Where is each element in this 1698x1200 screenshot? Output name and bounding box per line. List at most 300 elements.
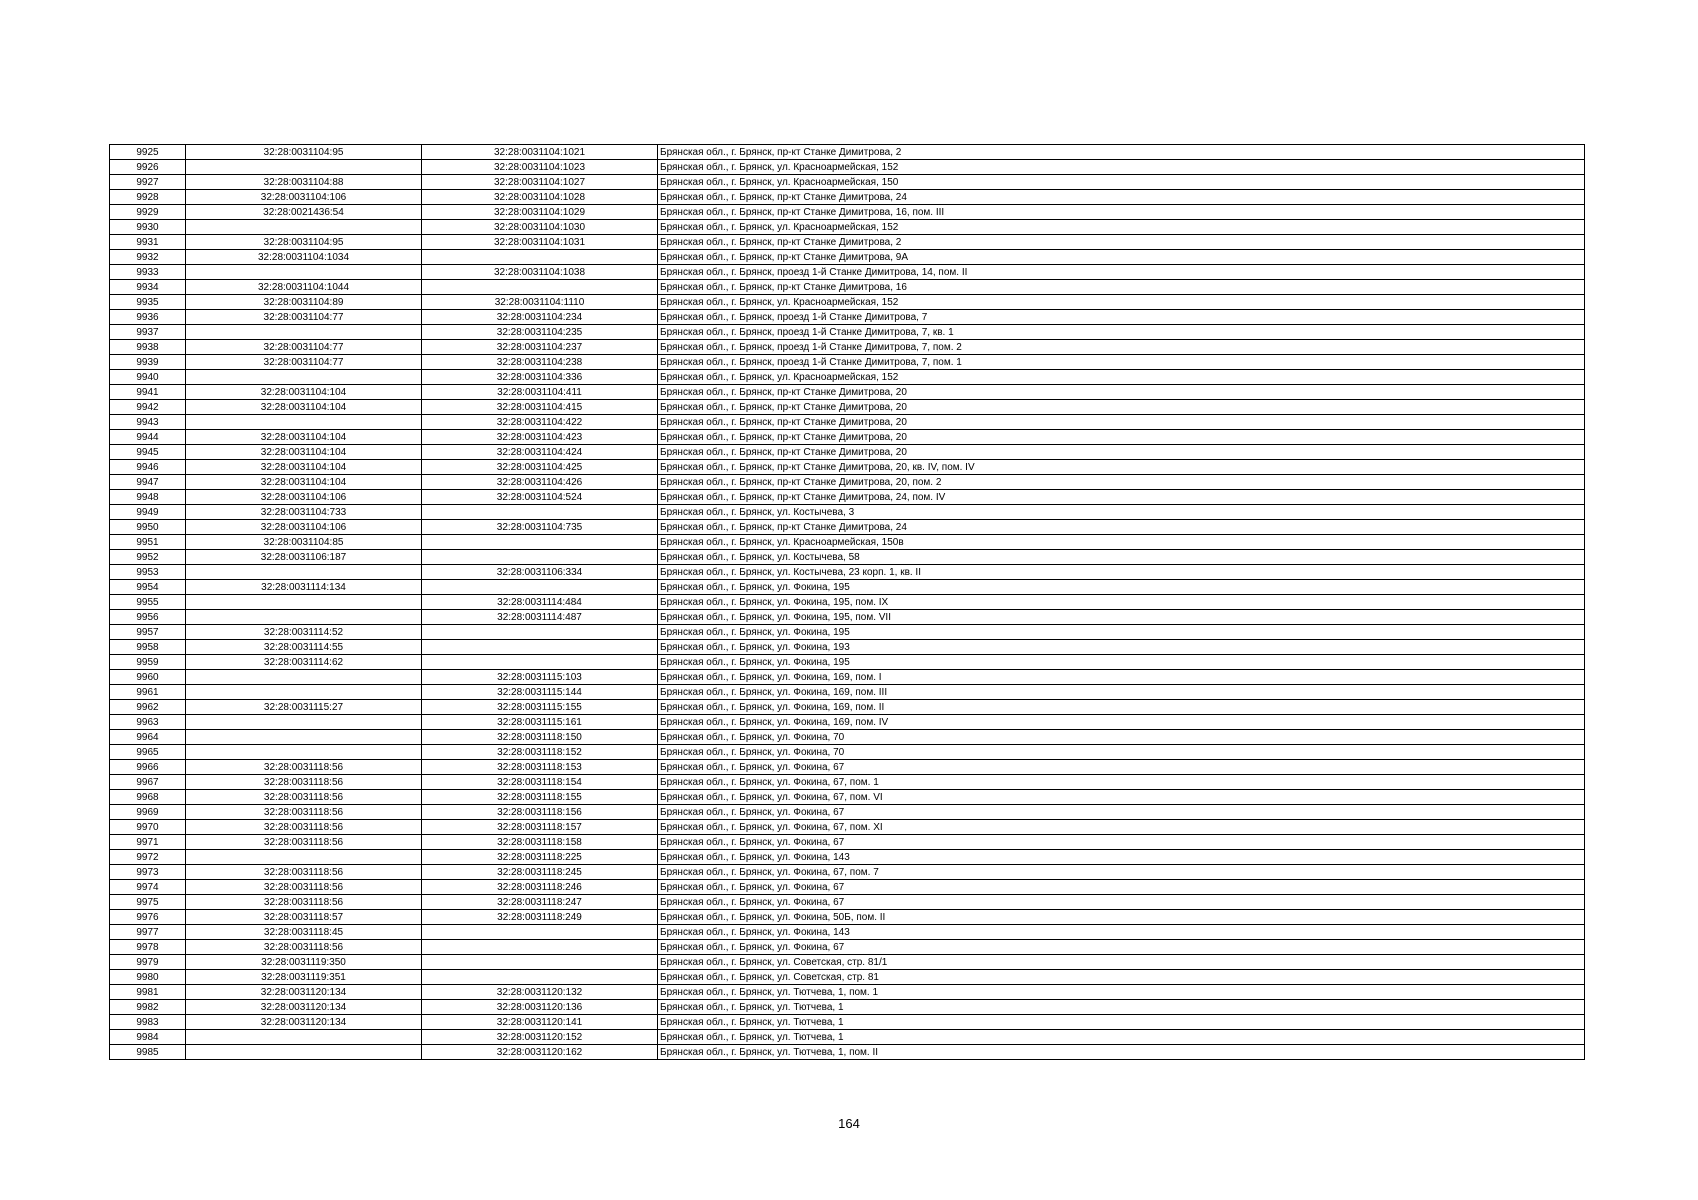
table-row <box>110 775 1585 790</box>
land-cadastral-number-cell <box>186 850 422 865</box>
row-number-cell: 9926 <box>110 160 186 175</box>
land-cadastral-number-cell: 32:28:0031114:134 <box>186 580 422 595</box>
row-number-cell: 9937 <box>110 325 186 340</box>
address-cell: Брянская обл., г. Брянск, пр-кт Станке Димитрова, 20, пом. 2 <box>658 475 1585 490</box>
address-cell: Брянская обл., г. Брянск, ул. Тютчева, 1 <box>658 1015 1585 1030</box>
table-row <box>110 865 1585 880</box>
address-cell: Брянская обл., г. Брянск, ул. Костычева, 58 <box>658 550 1585 565</box>
table-row <box>110 385 1585 400</box>
address-cell: Брянская обл., г. Брянск, ул. Фокина, 67 <box>658 940 1585 955</box>
table-row <box>110 1015 1585 1030</box>
address-cell: Брянская обл., г. Брянск, проезд 1-й Станке Димитрова, 7, пом. 1 <box>658 355 1585 370</box>
land-cadastral-number-cell: 32:28:0031104:95 <box>186 235 422 250</box>
building-cadastral-number-cell: 32:28:0031118:155 <box>422 790 658 805</box>
land-cadastral-number-cell: 32:28:0031119:351 <box>186 970 422 985</box>
building-cadastral-number-cell <box>422 250 658 265</box>
row-number-cell: 9933 <box>110 265 186 280</box>
building-cadastral-number-cell: 32:28:0031104:237 <box>422 340 658 355</box>
address-cell: Брянская обл., г. Брянск, ул. Фокина, 67 <box>658 805 1585 820</box>
building-cadastral-number-cell <box>422 655 658 670</box>
table-row <box>110 880 1585 895</box>
table-row <box>110 640 1585 655</box>
table-row <box>110 610 1585 625</box>
row-number-cell: 9955 <box>110 595 186 610</box>
building-cadastral-number-cell: 32:28:0031118:154 <box>422 775 658 790</box>
row-number-cell: 9977 <box>110 925 186 940</box>
table-row <box>110 475 1585 490</box>
building-cadastral-number-cell: 32:28:0031104:1110 <box>422 295 658 310</box>
table-row <box>110 625 1585 640</box>
address-cell: Брянская обл., г. Брянск, пр-кт Станке Димитрова, 24 <box>658 190 1585 205</box>
building-cadastral-number-cell <box>422 580 658 595</box>
row-number-cell: 9969 <box>110 805 186 820</box>
land-cadastral-number-cell: 32:28:0031104:77 <box>186 355 422 370</box>
row-number-cell: 9956 <box>110 610 186 625</box>
table-row <box>110 535 1585 550</box>
land-cadastral-number-cell: 32:28:0031104:77 <box>186 340 422 355</box>
address-cell: Брянская обл., г. Брянск, ул. Фокина, 67, пом. 7 <box>658 865 1585 880</box>
building-cadastral-number-cell: 32:28:0031118:156 <box>422 805 658 820</box>
building-cadastral-number-cell: 32:28:0031104:1021 <box>422 145 658 160</box>
building-cadastral-number-cell: 32:28:0031114:487 <box>422 610 658 625</box>
building-cadastral-number-cell: 32:28:0031104:238 <box>422 355 658 370</box>
row-number-cell: 9985 <box>110 1045 186 1060</box>
address-cell: Брянская обл., г. Брянск, проезд 1-й Станке Димитрова, 7 <box>658 310 1585 325</box>
table-row <box>110 520 1585 535</box>
table-row <box>110 355 1585 370</box>
land-cadastral-number-cell <box>186 730 422 745</box>
land-cadastral-number-cell: 32:28:0031104:104 <box>186 475 422 490</box>
building-cadastral-number-cell <box>422 940 658 955</box>
building-cadastral-number-cell: 32:28:0031115:161 <box>422 715 658 730</box>
address-cell: Брянская обл., г. Брянск, ул. Фокина, 143 <box>658 925 1585 940</box>
building-cadastral-number-cell: 32:28:0031120:152 <box>422 1030 658 1045</box>
row-number-cell: 9948 <box>110 490 186 505</box>
building-cadastral-number-cell: 32:28:0031104:235 <box>422 325 658 340</box>
building-cadastral-number-cell: 32:28:0031104:423 <box>422 430 658 445</box>
building-cadastral-number-cell: 32:28:0031104:424 <box>422 445 658 460</box>
table-row <box>110 1030 1585 1045</box>
land-cadastral-number-cell: 32:28:0031104:1034 <box>186 250 422 265</box>
land-cadastral-number-cell: 32:28:0031118:56 <box>186 835 422 850</box>
address-cell: Брянская обл., г. Брянск, ул. Фокина, 169, пом. I <box>658 670 1585 685</box>
table-row <box>110 730 1585 745</box>
table-row <box>110 655 1585 670</box>
address-cell: Брянская обл., г. Брянск, ул. Фокина, 169, пом. IV <box>658 715 1585 730</box>
table-row <box>110 940 1585 955</box>
building-cadastral-number-cell: 32:28:0031104:422 <box>422 415 658 430</box>
building-cadastral-number-cell <box>422 550 658 565</box>
land-cadastral-number-cell: 32:28:0031114:52 <box>186 625 422 640</box>
address-cell: Брянская обл., г. Брянск, ул. Красноармейская, 152 <box>658 220 1585 235</box>
land-cadastral-number-cell: 32:28:0031104:88 <box>186 175 422 190</box>
land-cadastral-number-cell: 32:28:0031104:106 <box>186 190 422 205</box>
building-cadastral-number-cell: 32:28:0031120:141 <box>422 1015 658 1030</box>
building-cadastral-number-cell: 32:28:0031120:162 <box>422 1045 658 1060</box>
building-cadastral-number-cell: 32:28:0031104:426 <box>422 475 658 490</box>
land-cadastral-number-cell <box>186 745 422 760</box>
address-cell: Брянская обл., г. Брянск, ул. Фокина, 195 <box>658 655 1585 670</box>
table-row <box>110 265 1585 280</box>
row-number-cell: 9925 <box>110 145 186 160</box>
address-cell: Брянская обл., г. Брянск, пр-кт Станке Димитрова, 20 <box>658 415 1585 430</box>
table-row <box>110 280 1585 295</box>
row-number-cell: 9975 <box>110 895 186 910</box>
land-cadastral-number-cell <box>186 370 422 385</box>
table-row <box>110 670 1585 685</box>
row-number-cell: 9931 <box>110 235 186 250</box>
row-number-cell: 9943 <box>110 415 186 430</box>
building-cadastral-number-cell: 32:28:0031104:735 <box>422 520 658 535</box>
land-cadastral-number-cell <box>186 325 422 340</box>
table-row <box>110 910 1585 925</box>
building-cadastral-number-cell: 32:28:0031115:144 <box>422 685 658 700</box>
table-row <box>110 595 1585 610</box>
address-cell: Брянская обл., г. Брянск, ул. Тютчева, 1 <box>658 1030 1585 1045</box>
data-table <box>109 144 1585 1060</box>
table-row <box>110 850 1585 865</box>
building-cadastral-number-cell: 32:28:0031104:411 <box>422 385 658 400</box>
row-number-cell: 9963 <box>110 715 186 730</box>
table-row <box>110 415 1585 430</box>
table-row <box>110 805 1585 820</box>
address-cell: Брянская обл., г. Брянск, проезд 1-й Станке Димитрова, 7, кв. 1 <box>658 325 1585 340</box>
land-cadastral-number-cell: 32:28:0031104:89 <box>186 295 422 310</box>
row-number-cell: 9935 <box>110 295 186 310</box>
land-cadastral-number-cell: 32:28:0031104:104 <box>186 400 422 415</box>
table-row <box>110 565 1585 580</box>
table-row <box>110 955 1585 970</box>
building-cadastral-number-cell <box>422 505 658 520</box>
table-row <box>110 205 1585 220</box>
row-number-cell: 9947 <box>110 475 186 490</box>
building-cadastral-number-cell: 32:28:0031115:155 <box>422 700 658 715</box>
land-cadastral-number-cell: 32:28:0031104:733 <box>186 505 422 520</box>
address-cell: Брянская обл., г. Брянск, ул. Тютчева, 1 <box>658 1000 1585 1015</box>
row-number-cell: 9981 <box>110 985 186 1000</box>
land-cadastral-number-cell <box>186 595 422 610</box>
building-cadastral-number-cell <box>422 970 658 985</box>
table-row <box>110 310 1585 325</box>
address-cell: Брянская обл., г. Брянск, пр-кт Станке Димитрова, 20 <box>658 385 1585 400</box>
land-cadastral-number-cell <box>186 265 422 280</box>
address-cell: Брянская обл., г. Брянск, ул. Тютчева, 1, пом. 1 <box>658 985 1585 1000</box>
address-cell: Брянская обл., г. Брянск, проезд 1-й Станке Димитрова, 7, пом. 2 <box>658 340 1585 355</box>
land-cadastral-number-cell: 32:28:0031118:57 <box>186 910 422 925</box>
row-number-cell: 9968 <box>110 790 186 805</box>
building-cadastral-number-cell: 32:28:0031104:234 <box>422 310 658 325</box>
building-cadastral-number-cell <box>422 625 658 640</box>
table-row <box>110 760 1585 775</box>
row-number-cell: 9942 <box>110 400 186 415</box>
address-cell: Брянская обл., г. Брянск, пр-кт Станке Димитрова, 24 <box>658 520 1585 535</box>
land-cadastral-number-cell: 32:28:0031120:134 <box>186 1015 422 1030</box>
building-cadastral-number-cell: 32:28:0031118:247 <box>422 895 658 910</box>
row-number-cell: 9930 <box>110 220 186 235</box>
row-number-cell: 9962 <box>110 700 186 715</box>
row-number-cell: 9964 <box>110 730 186 745</box>
address-cell: Брянская обл., г. Брянск, пр-кт Станке Димитрова, 20, кв. IV, пом. IV <box>658 460 1585 475</box>
land-cadastral-number-cell <box>186 670 422 685</box>
table-row <box>110 295 1585 310</box>
table-row <box>110 490 1585 505</box>
address-cell: Брянская обл., г. Брянск, пр-кт Станке Димитрова, 20 <box>658 400 1585 415</box>
land-cadastral-number-cell: 32:28:0031115:27 <box>186 700 422 715</box>
table-row <box>110 985 1585 1000</box>
land-cadastral-number-cell: 32:28:0031120:134 <box>186 985 422 1000</box>
land-cadastral-number-cell: 32:28:0031118:56 <box>186 790 422 805</box>
table-row <box>110 400 1585 415</box>
building-cadastral-number-cell: 32:28:0031104:524 <box>422 490 658 505</box>
building-cadastral-number-cell: 32:28:0031118:152 <box>422 745 658 760</box>
row-number-cell: 9929 <box>110 205 186 220</box>
land-cadastral-number-cell <box>186 1045 422 1060</box>
building-cadastral-number-cell: 32:28:0031118:157 <box>422 820 658 835</box>
address-cell: Брянская обл., г. Брянск, ул. Фокина, 169, пом. III <box>658 685 1585 700</box>
address-cell: Брянская обл., г. Брянск, пр-кт Станке Димитрова, 20 <box>658 430 1585 445</box>
address-cell: Брянская обл., г. Брянск, ул. Красноармейская, 150 <box>658 175 1585 190</box>
row-number-cell: 9958 <box>110 640 186 655</box>
land-cadastral-number-cell: 32:28:0031118:56 <box>186 940 422 955</box>
address-cell: Брянская обл., г. Брянск, ул. Фокина, 67, пом. XI <box>658 820 1585 835</box>
land-cadastral-number-cell: 32:28:0031104:104 <box>186 460 422 475</box>
land-cadastral-number-cell: 32:28:0031104:106 <box>186 520 422 535</box>
land-cadastral-number-cell: 32:28:0031114:62 <box>186 655 422 670</box>
land-cadastral-number-cell: 32:28:0031104:85 <box>186 535 422 550</box>
address-cell: Брянская обл., г. Брянск, ул. Красноармейская, 152 <box>658 370 1585 385</box>
building-cadastral-number-cell <box>422 640 658 655</box>
land-cadastral-number-cell: 32:28:0031104:104 <box>186 445 422 460</box>
table-row <box>110 340 1585 355</box>
land-cadastral-number-cell: 32:28:0031119:350 <box>186 955 422 970</box>
land-cadastral-number-cell: 32:28:0031114:55 <box>186 640 422 655</box>
building-cadastral-number-cell: 32:28:0031104:1030 <box>422 220 658 235</box>
address-cell: Брянская обл., г. Брянск, пр-кт Станке Димитрова, 2 <box>658 145 1585 160</box>
address-cell: Брянская обл., г. Брянск, ул. Фокина, 67 <box>658 760 1585 775</box>
address-cell: Брянская обл., г. Брянск, ул. Фокина, 195 <box>658 625 1585 640</box>
address-cell: Брянская обл., г. Брянск, ул. Фокина, 193 <box>658 640 1585 655</box>
row-number-cell: 9970 <box>110 820 186 835</box>
table-row <box>110 550 1585 565</box>
address-cell: Брянская обл., г. Брянск, пр-кт Станке Димитрова, 24, пом. IV <box>658 490 1585 505</box>
land-cadastral-number-cell <box>186 565 422 580</box>
table-row <box>110 190 1585 205</box>
table-row <box>110 1045 1585 1060</box>
row-number-cell: 9928 <box>110 190 186 205</box>
building-cadastral-number-cell <box>422 280 658 295</box>
address-cell: Брянская обл., г. Брянск, ул. Фокина, 195, пом. IX <box>658 595 1585 610</box>
land-cadastral-number-cell <box>186 220 422 235</box>
data-table-body <box>110 145 1585 1060</box>
land-cadastral-number-cell: 32:28:0031118:56 <box>186 820 422 835</box>
building-cadastral-number-cell: 32:28:0031104:1029 <box>422 205 658 220</box>
building-cadastral-number-cell: 32:28:0031118:150 <box>422 730 658 745</box>
table-row <box>110 715 1585 730</box>
address-cell: Брянская обл., г. Брянск, пр-кт Станке Димитрова, 9А <box>658 250 1585 265</box>
address-cell: Брянская обл., г. Брянск, ул. Советская, стр. 81 <box>658 970 1585 985</box>
building-cadastral-number-cell <box>422 925 658 940</box>
building-cadastral-number-cell: 32:28:0031120:136 <box>422 1000 658 1015</box>
land-cadastral-number-cell: 32:28:0031104:1044 <box>186 280 422 295</box>
building-cadastral-number-cell: 32:28:0031104:1023 <box>422 160 658 175</box>
land-cadastral-number-cell <box>186 415 422 430</box>
land-cadastral-number-cell <box>186 685 422 700</box>
address-cell: Брянская обл., г. Брянск, ул. Костычева, 23 корп. 1, кв. II <box>658 565 1585 580</box>
address-cell: Брянская обл., г. Брянск, проезд 1-й Станке Димитрова, 14, пом. II <box>658 265 1585 280</box>
table-row <box>110 220 1585 235</box>
row-number-cell: 9957 <box>110 625 186 640</box>
building-cadastral-number-cell: 32:28:0031118:245 <box>422 865 658 880</box>
building-cadastral-number-cell: 32:28:0031118:246 <box>422 880 658 895</box>
building-cadastral-number-cell <box>422 955 658 970</box>
row-number-cell: 9979 <box>110 955 186 970</box>
address-cell: Брянская обл., г. Брянск, пр-кт Станке Димитрова, 16, пом. III <box>658 205 1585 220</box>
land-cadastral-number-cell <box>186 610 422 625</box>
table-row <box>110 820 1585 835</box>
land-cadastral-number-cell: 32:28:0031118:56 <box>186 865 422 880</box>
address-cell: Брянская обл., г. Брянск, ул. Фокина, 195, пом. VII <box>658 610 1585 625</box>
row-number-cell: 9952 <box>110 550 186 565</box>
table-row <box>110 970 1585 985</box>
row-number-cell: 9982 <box>110 1000 186 1015</box>
address-cell: Брянская обл., г. Брянск, ул. Фокина, 67 <box>658 835 1585 850</box>
row-number-cell: 9972 <box>110 850 186 865</box>
row-number-cell: 9971 <box>110 835 186 850</box>
building-cadastral-number-cell: 32:28:0031106:334 <box>422 565 658 580</box>
row-number-cell: 9936 <box>110 310 186 325</box>
table-row <box>110 325 1585 340</box>
row-number-cell: 9961 <box>110 685 186 700</box>
row-number-cell: 9927 <box>110 175 186 190</box>
building-cadastral-number-cell: 32:28:0031104:1028 <box>422 190 658 205</box>
address-cell: Брянская обл., г. Брянск, ул. Красноармейская, 152 <box>658 160 1585 175</box>
row-number-cell: 9954 <box>110 580 186 595</box>
row-number-cell: 9974 <box>110 880 186 895</box>
row-number-cell: 9946 <box>110 460 186 475</box>
address-cell: Брянская обл., г. Брянск, ул. Фокина, 50Б, пом. II <box>658 910 1585 925</box>
address-cell: Брянская обл., г. Брянск, ул. Фокина, 143 <box>658 850 1585 865</box>
address-cell: Брянская обл., г. Брянск, ул. Фокина, 70 <box>658 730 1585 745</box>
address-cell: Брянская обл., г. Брянск, ул. Фокина, 195 <box>658 580 1585 595</box>
land-cadastral-number-cell: 32:28:0031120:134 <box>186 1000 422 1015</box>
table-row <box>110 175 1585 190</box>
building-cadastral-number-cell: 32:28:0031118:158 <box>422 835 658 850</box>
land-cadastral-number-cell <box>186 715 422 730</box>
table-row <box>110 1000 1585 1015</box>
row-number-cell: 9939 <box>110 355 186 370</box>
row-number-cell: 9941 <box>110 385 186 400</box>
row-number-cell: 9945 <box>110 445 186 460</box>
row-number-cell: 9983 <box>110 1015 186 1030</box>
row-number-cell: 9953 <box>110 565 186 580</box>
land-cadastral-number-cell <box>186 1030 422 1045</box>
table-row <box>110 895 1585 910</box>
row-number-cell: 9959 <box>110 655 186 670</box>
building-cadastral-number-cell <box>422 535 658 550</box>
address-cell: Брянская обл., г. Брянск, пр-кт Станке Димитрова, 2 <box>658 235 1585 250</box>
table-row <box>110 925 1585 940</box>
land-cadastral-number-cell: 32:28:0021436:54 <box>186 205 422 220</box>
table-row <box>110 250 1585 265</box>
address-cell: Брянская обл., г. Брянск, ул. Фокина, 67, пом. 1 <box>658 775 1585 790</box>
row-number-cell: 9967 <box>110 775 186 790</box>
address-cell: Брянская обл., г. Брянск, ул. Фокина, 169, пом. II <box>658 700 1585 715</box>
address-cell: Брянская обл., г. Брянск, пр-кт Станке Димитрова, 20 <box>658 445 1585 460</box>
building-cadastral-number-cell: 32:28:0031104:1038 <box>422 265 658 280</box>
building-cadastral-number-cell: 32:28:0031118:153 <box>422 760 658 775</box>
row-number-cell: 9949 <box>110 505 186 520</box>
land-cadastral-number-cell: 32:28:0031104:77 <box>186 310 422 325</box>
table-row <box>110 430 1585 445</box>
address-cell: Брянская обл., г. Брянск, ул. Фокина, 67 <box>658 880 1585 895</box>
building-cadastral-number-cell: 32:28:0031115:103 <box>422 670 658 685</box>
page-number: 164 <box>838 1116 860 1131</box>
address-cell: Брянская обл., г. Брянск, пр-кт Станке Димитрова, 16 <box>658 280 1585 295</box>
land-cadastral-number-cell: 32:28:0031118:56 <box>186 775 422 790</box>
table-row <box>110 235 1585 250</box>
row-number-cell: 9950 <box>110 520 186 535</box>
land-cadastral-number-cell: 32:28:0031104:104 <box>186 430 422 445</box>
building-cadastral-number-cell: 32:28:0031104:425 <box>422 460 658 475</box>
row-number-cell: 9940 <box>110 370 186 385</box>
row-number-cell: 9934 <box>110 280 186 295</box>
address-cell: Брянская обл., г. Брянск, ул. Фокина, 70 <box>658 745 1585 760</box>
building-cadastral-number-cell: 32:28:0031114:484 <box>422 595 658 610</box>
building-cadastral-number-cell: 32:28:0031104:1027 <box>422 175 658 190</box>
table-row <box>110 580 1585 595</box>
building-cadastral-number-cell: 32:28:0031120:132 <box>422 985 658 1000</box>
building-cadastral-number-cell: 32:28:0031118:225 <box>422 850 658 865</box>
address-cell: Брянская обл., г. Брянск, ул. Красноармейская, 152 <box>658 295 1585 310</box>
table-row <box>110 505 1585 520</box>
table-row <box>110 790 1585 805</box>
table-row <box>110 745 1585 760</box>
land-cadastral-number-cell: 32:28:0031104:106 <box>186 490 422 505</box>
land-cadastral-number-cell: 32:28:0031104:104 <box>186 385 422 400</box>
table-row <box>110 460 1585 475</box>
building-cadastral-number-cell: 32:28:0031104:1031 <box>422 235 658 250</box>
row-number-cell: 9984 <box>110 1030 186 1045</box>
row-number-cell: 9966 <box>110 760 186 775</box>
table-row <box>110 145 1585 160</box>
row-number-cell: 9938 <box>110 340 186 355</box>
table-row <box>110 445 1585 460</box>
row-number-cell: 9944 <box>110 430 186 445</box>
address-cell: Брянская обл., г. Брянск, ул. Фокина, 67 <box>658 895 1585 910</box>
table-row <box>110 160 1585 175</box>
table-row <box>110 370 1585 385</box>
land-cadastral-number-cell: 32:28:0031118:45 <box>186 925 422 940</box>
row-number-cell: 9960 <box>110 670 186 685</box>
row-number-cell: 9980 <box>110 970 186 985</box>
address-cell: Брянская обл., г. Брянск, ул. Костычева, 3 <box>658 505 1585 520</box>
row-number-cell: 9973 <box>110 865 186 880</box>
table-row <box>110 685 1585 700</box>
row-number-cell: 9932 <box>110 250 186 265</box>
row-number-cell: 9965 <box>110 745 186 760</box>
address-cell: Брянская обл., г. Брянск, ул. Тютчева, 1, пом. II <box>658 1045 1585 1060</box>
address-cell: Брянская обл., г. Брянск, ул. Фокина, 67, пом. VI <box>658 790 1585 805</box>
building-cadastral-number-cell: 32:28:0031104:415 <box>422 400 658 415</box>
land-cadastral-number-cell: 32:28:0031104:95 <box>186 145 422 160</box>
table-row <box>110 700 1585 715</box>
address-cell: Брянская обл., г. Брянск, ул. Советская, стр. 81/1 <box>658 955 1585 970</box>
land-cadastral-number-cell: 32:28:0031118:56 <box>186 805 422 820</box>
row-number-cell: 9951 <box>110 535 186 550</box>
land-cadastral-number-cell: 32:28:0031118:56 <box>186 895 422 910</box>
address-cell: Брянская обл., г. Брянск, ул. Красноармейская, 150в <box>658 535 1585 550</box>
table-row <box>110 835 1585 850</box>
